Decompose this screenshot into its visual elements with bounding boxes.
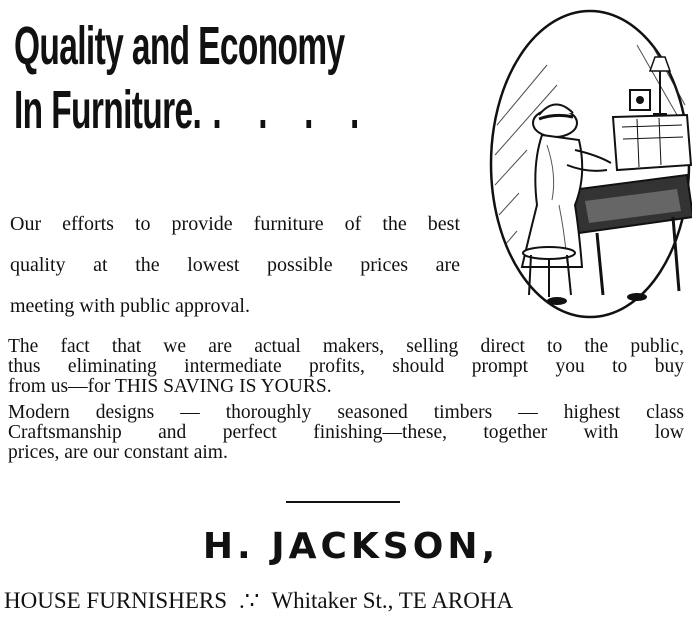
body-line: prices, are our constant aim.	[8, 442, 228, 463]
body-line: Modern designs — thoroughly seasoned timbers — highest class	[8, 402, 684, 423]
divider-rule	[286, 501, 400, 503]
headline-dots: . . . .	[212, 80, 373, 140]
body-paragraph-1	[8, 337, 684, 397]
intro-line: Our efforts to provide furniture of the best	[10, 213, 460, 235]
intro-line: quality at the lowest possible prices are	[10, 254, 460, 276]
headline-line-1: Quality and Economy	[14, 16, 345, 76]
business-type: HOUSE FURNISHERS	[4, 588, 228, 613]
brand-name: H. JACKSON,	[202, 526, 500, 567]
body-paragraph-2	[8, 403, 684, 463]
intro-line: meeting with public approval.	[10, 295, 250, 317]
body-line: The fact that we are actual makers, selling direct to the public,	[8, 336, 684, 357]
footer-address	[4, 588, 688, 614]
street-address: Whitaker St., TE AROHA	[271, 588, 514, 613]
body-line: thus eliminating intermediate profits, should prompt you to buy	[8, 356, 684, 377]
separator-glyph: .∵	[239, 588, 260, 613]
intro-paragraph	[10, 204, 460, 327]
headline-line-2: In Furniture.	[14, 80, 202, 140]
headline	[14, 14, 373, 142]
body-text	[8, 337, 684, 463]
woman-at-writing-desk-icon	[487, 5, 692, 323]
body-line: from us—for THIS SAVING IS YOURS.	[8, 376, 332, 397]
body-line: Craftsmanship and perfect finishing—these, together with low	[8, 422, 684, 443]
